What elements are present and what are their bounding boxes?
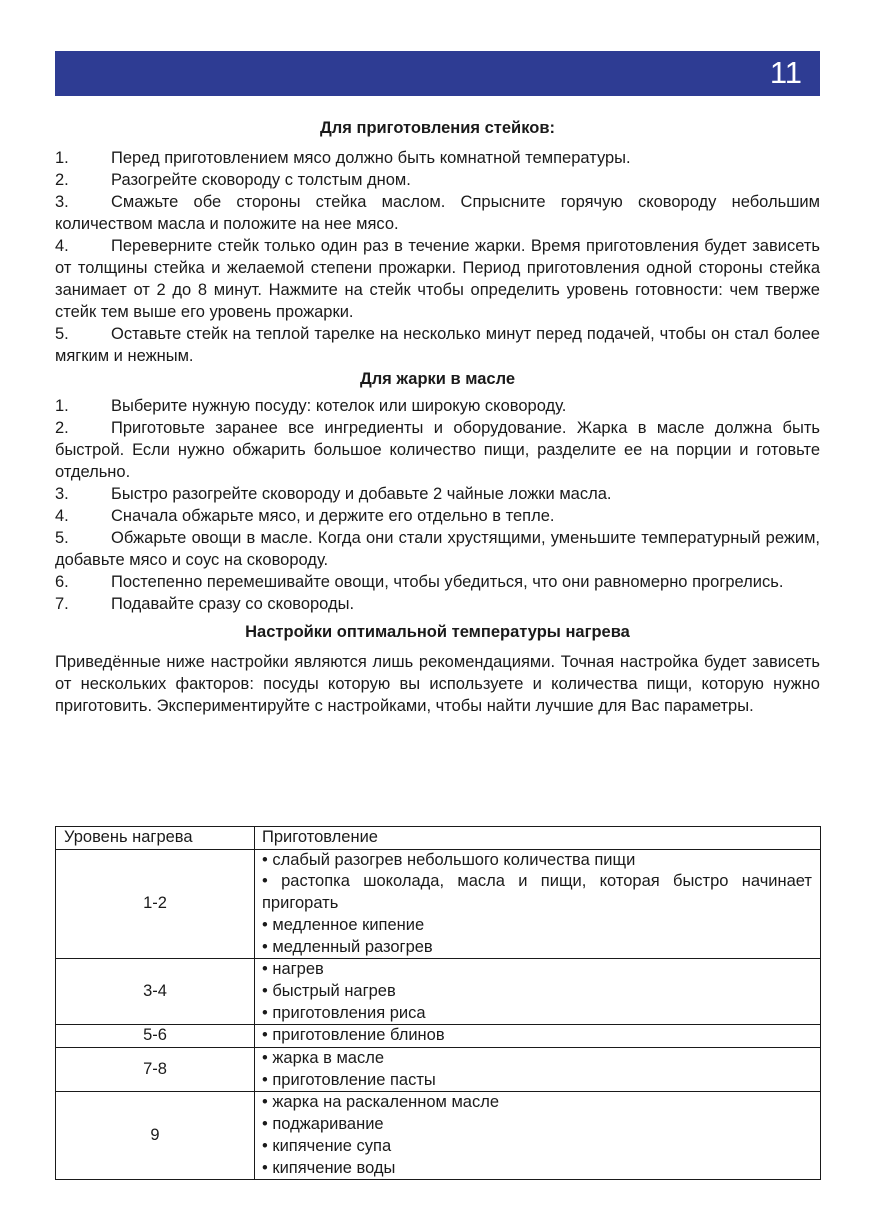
list-item: 6. Постепенно перемешивайте овощи, чтобы убедиться, что они равномерно прогрелись. <box>55 573 784 591</box>
steaks-list <box>55 147 820 367</box>
list-item: 1. Перед приготовлением мясо должно быть комнатной температуры. <box>55 149 631 167</box>
table-row <box>56 1092 821 1180</box>
list-item: 3. Быстро разогрейте сковороду и добавьте 2 чайные ложки масла. <box>55 485 612 503</box>
table-row <box>56 959 821 1025</box>
level-cell: 5-6 <box>56 1025 255 1048</box>
table-header-row <box>56 827 821 850</box>
list-item: 4. Сначала обжарьте мясо, и держите его отдельно в тепле. <box>55 507 555 525</box>
list-item: 5. Обжарьте овощи в масле. Когда они стали хрустящими, уменьшите температурный режим, добавьте мясо и соус на сковороду. <box>55 529 820 569</box>
frying-title: Для жарки в масле <box>359 370 516 388</box>
column-header-cooking: Приготовление <box>255 827 821 850</box>
level-cell: 3-4 <box>56 959 255 1025</box>
cooking-cell: • нагрев • быстрый нагрев • приготовления риса <box>255 959 821 1025</box>
table-row <box>56 849 821 959</box>
header-bar <box>55 51 820 96</box>
list-item: 5. Оставьте стейк на теплой тарелке на несколько минут перед подачей, чтобы он стал более мягким и нежным. <box>55 325 820 365</box>
cooking-cell: • приготовление блинов <box>255 1025 821 1048</box>
level-cell: 1-2 <box>56 849 255 959</box>
steaks-title: Для приготовления стейков: <box>320 119 555 137</box>
level-cell: 7-8 <box>56 1048 255 1092</box>
cooking-cell: • жарка в масле • приготовление пасты <box>255 1048 821 1092</box>
cooking-cell: • жарка на раскаленном масле • поджаривание • кипячение супа • кипячение воды <box>255 1092 821 1180</box>
table-row <box>56 1025 821 1048</box>
page-content <box>55 117 820 717</box>
level-cell: 9 <box>56 1092 255 1180</box>
list-item: 2. Разогрейте сковороду с толстым дном. <box>55 171 411 189</box>
settings-title: Настройки оптимальной температуры нагрева <box>245 623 630 641</box>
cooking-cell: • слабый разогрев небольшого количества пищи • растопка шоколада, масла и пищи, которая быстро начинает пригорать • медленное кипение • медленный разогрев <box>255 849 821 959</box>
list-item: 2. Приготовьте заранее все ингредиенты и оборудование. Жарка в масле должна быть быстрой. Если нужно обжарить большое количество пищи, разделите ее на порции и готовьте отдельно. <box>55 419 820 481</box>
settings-intro: Приведённые ниже настройки являются лишь рекомендациями. Точная настройка будет зависеть от нескольких факторов: посуды которую вы используете и количества пищи, которую нужно приготовить. Экспериментируйте с настройками, чтобы найти лучшие для Вас параметры. <box>55 653 820 715</box>
column-header-level: Уровень нагрева <box>56 827 255 850</box>
frying-list <box>55 395 820 615</box>
list-item: 7. Подавайте сразу со сковороды. <box>55 595 355 613</box>
list-item: 4. Переверните стейк только один раз в течение жарки. Время приготовления будет зависеть от толщины стейка и желаемой степени прожарки. Период приготовления одной стороны стейка занимает от 2 до 8 минут. Нажмите на стейк чтобы определить уровень готовности: чем тверже стейк тем выше его уровень прожарки. <box>55 237 820 321</box>
heat-levels-table <box>55 826 821 1180</box>
page-number: 11 <box>769 55 802 90</box>
list-item: 3. Смажьте обе стороны стейка маслом. Спрысните горячую сковороду небольшим количеством масла и положите на нее мясо. <box>55 193 820 233</box>
table-row <box>56 1048 821 1092</box>
list-item: 1. Выберите нужную посуду: котелок или широкую сковороду. <box>55 397 567 415</box>
